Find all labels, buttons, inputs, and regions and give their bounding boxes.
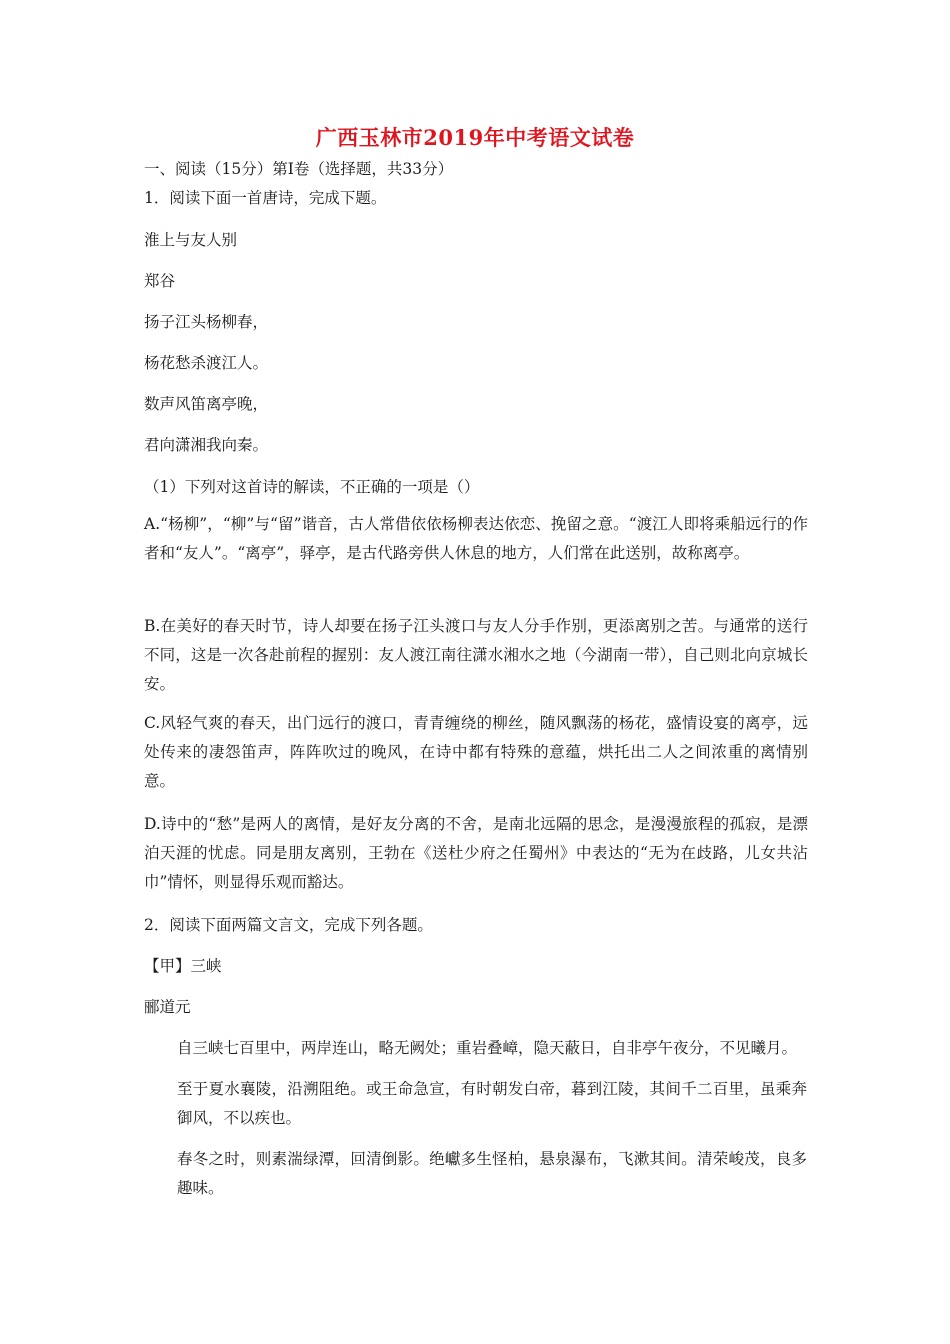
option-c: C.风轻气爽的春天，出门远行的渡口，青青缠绕的柳丝，随风飘荡的杨花，盛情设宴的离亭，远处传来的凄怨笛声，阵阵吹过的晚风，在诗中都有特殊的意蕴，烘托出二人之间浓重的离情别意。 — [144, 714, 808, 790]
sub-question: （1）下列对这首诗的解读，不正确的一项是（） — [144, 478, 480, 496]
option-d: D.诗中的“愁”是两人的离情，是好友分离的不舍，是南北远隔的思念，是漫漫旅程的孤寂，是漂泊天涯的忧虑。同是朋友离别，王勃在《送杜少府之任蜀州》中表达的“无为在歧路，儿女共沾巾”情怀，则显得乐观而豁达。 — [144, 815, 808, 891]
question-1-prompt: 1．阅读下面一首唐诗，完成下题。 — [144, 189, 387, 207]
text-a-author: 郦道元 — [144, 998, 191, 1016]
poem-author: 郑谷 — [144, 272, 176, 290]
option-a: A.“杨柳”，“柳”与“留”谐音，古人常借依依杨柳表达依恋、挽留之意。“渡江人即将乘船远行的作者和“友人”。“离亭”，驿亭，是古代路旁供人休息的地方，人们常在此送别，故称离亭。 — [144, 515, 808, 562]
poem-title: 淮上与友人别 — [144, 231, 238, 249]
section-header: 一、阅读（15分）第Ⅰ卷（选择题，共33分） — [144, 160, 454, 178]
text-a-title: 【甲】三峡 — [144, 957, 222, 975]
text-a-paragraph: 至于夏水襄陵，沿溯阻绝。或王命急宣，有时朝发白帝，暮到江陵，其间千二百里，虽乘奔御风，不以疾也。 — [177, 1080, 807, 1127]
exam-title: 广西玉林市2019年中考语文试卷 — [315, 125, 635, 150]
text-a-paragraph: 春冬之时，则素湍绿潭，回清倒影。绝巘多生怪柏，悬泉瀑布，飞漱其间。清荣峻茂，良多趣味。 — [177, 1150, 807, 1197]
poem-line: 数声风笛离亭晚， — [144, 395, 269, 413]
text-a-paragraph: 自三峡七百里中，两岸连山，略无阙处；重岩叠嶂，隐天蔽日，自非亭午夜分，不见曦月。 — [177, 1039, 798, 1057]
poem-line: 扬子江头杨柳春， — [144, 313, 269, 331]
poem-line: 杨花愁杀渡江人。 — [144, 354, 269, 372]
option-b: B.在美好的春天时节，诗人却要在扬子江头渡口与友人分手作别，更添离别之苦。与通常的送行不同，这是一次各赴前程的握别：友人渡江南往潇水湘水之地（今湖南一带），自己则北向京城长安。 — [144, 617, 808, 693]
question-2-prompt: 2．阅读下面两篇文言文，完成下列各题。 — [144, 916, 433, 934]
poem-line: 君向潇湘我向秦。 — [144, 436, 269, 454]
